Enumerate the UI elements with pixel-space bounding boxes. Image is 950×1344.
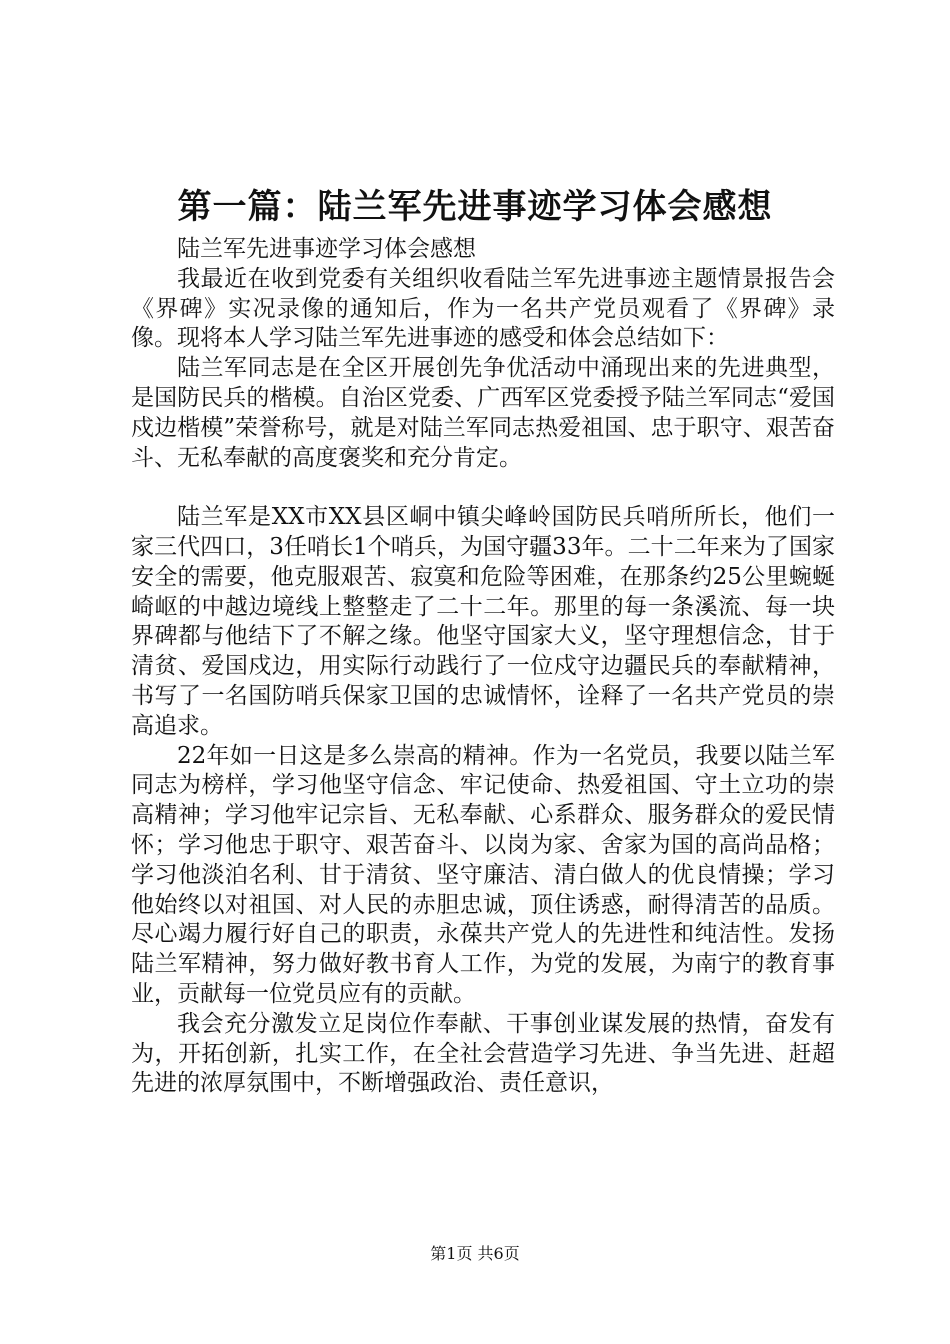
paragraph-learning: 22年如一日这是多么崇高的精神。作为一名党员，我要以陆兰军同志为榜样，学习他坚守信念、牢记使命、热爱祖国、守土立功的崇高精神；学习他牢记宗旨、无私奉献、心系群众、服务群众的爱民情怀；学习他忠于职守、艰苦奋斗、以岗为家、舍家为国的高尚品格；学习他淡泊名利、甘于清贫、坚守廉洁、清白做人的优良情操；学习他始终以对祖国、对人民的赤胆忠诚，顶住诱惑，耐得清苦的品质。尽心竭力履行好自己的职责，永葆共产党人的先进性和纯洁性。发扬陆兰军精神，努力做好教书育人工作，为党的发展，为南宁的教育事业，贡献每一位党员应有的贡献。 [131, 742, 835, 1007]
page-number-footer: 第1页 共6页 [430, 1244, 520, 1263]
document-subtitle: 陆兰军先进事迹学习体会感想 [177, 236, 476, 262]
paragraph-commitment: 我会充分激发立足岗位作奉献、干事创业谋发展的热情，奋发有为，开拓创新，扎实工作，在全社会营造学习先进、争当先进、赶超先进的浓厚氛围中，不断增强政治、责任意识， [131, 1010, 835, 1097]
document-title: 第一篇：陆兰军先进事迹学习体会感想 [177, 187, 773, 227]
paragraph-gap [131, 473, 835, 503]
paragraph-model: 陆兰军同志是在全区开展创先争优活动中涌现出来的先进典型，是国防民兵的楷模。自治区党委、广西军区党委授予陆兰军同志“爱国戍边楷模”荣誉称号，就是对陆兰军同志热爱祖国、忠于职守、艰苦奋斗、无私奉献的高度褒奖和充分肯定。 [131, 355, 835, 471]
paragraph-intro: 我最近在收到党委有关组织收看陆兰军先进事迹主题情景报告会《界碑》实况录像的通知后，作为一名共产党员观看了《界碑》录像。现将本人学习陆兰军先进事迹的感受和体会总结如下： [131, 265, 835, 352]
document-body [131, 235, 835, 1099]
paragraph-background: 陆兰军是XX市XX县区峒中镇尖峰岭国防民兵哨所所长，他们一家三代四口，3任哨长1个哨兵，为国守疆33年。二十二年来为了国家安全的需要，他克服艰苦、寂寞和危险等困难，在那条约25公里蜿蜒崎岖的中越边境线上整整走了二十二年。那里的每一条溪流、每一块界碑都与他结下了不解之缘。他坚守国家大义，坚守理想信念，甘于清贫、爱国戍边，用实际行动践行了一位戍守边疆民兵的奉献精神，书写了一名国防哨兵保家卫国的忠诚情怀，诠释了一名共产党员的崇高追求。 [131, 504, 835, 739]
